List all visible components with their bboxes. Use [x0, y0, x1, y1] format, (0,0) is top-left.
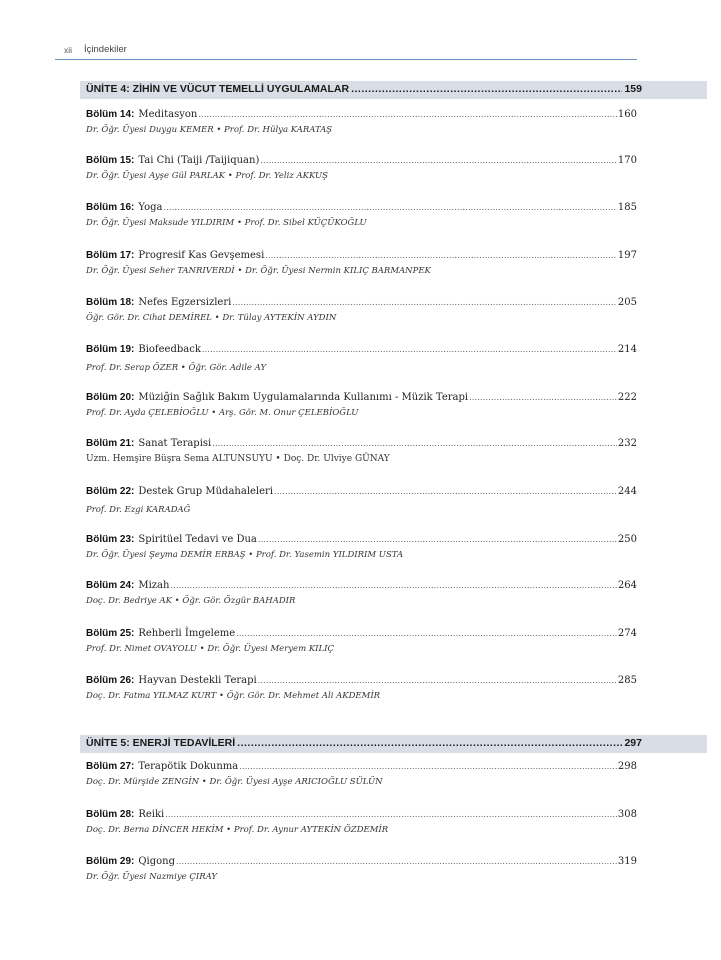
- unit-page: 159: [624, 83, 642, 95]
- chapter-authors: Dr. Öğr. Üyesi Duygu KEMER • Prof. Dr. Hülya KARATAŞ: [86, 125, 333, 135]
- chapter-title: Qigong: [138, 856, 176, 867]
- chapter-label: Bölüm 18:: [86, 297, 135, 308]
- chapter-entry-19[interactable]: [86, 344, 637, 373]
- header-title: İçindekiler: [84, 44, 127, 55]
- dot-leader: [163, 203, 616, 212]
- chapter-label: Bölüm 24:: [86, 580, 135, 591]
- dot-leader: [202, 345, 617, 354]
- dot-leader: [236, 629, 617, 638]
- chapter-title: Tai Chi (Taiji /Taijiquan): [138, 155, 260, 166]
- dot-leader: [237, 737, 622, 749]
- chapter-page: 222: [617, 392, 637, 403]
- chapter-title: Destek Grup Müdahaleleri: [138, 486, 274, 497]
- chapter-page: 319: [617, 856, 637, 867]
- chapter-authors: Dr. Öğr. Üyesi Seher TANRIVERDİ • Dr. Öğr. Üyesi Nermin KILIÇ BARMANPEK: [86, 266, 431, 276]
- chapter-entry-20[interactable]: [86, 392, 637, 418]
- chapter-page: 298: [617, 761, 637, 772]
- chapter-authors: Prof. Dr. Ezgi KARADAĞ: [86, 505, 191, 515]
- chapter-page: 214: [617, 344, 637, 355]
- chapter-title: Müziğin Sağlık Bakım Uygulamalarında Kullanımı - Müzik Terapi: [138, 392, 469, 403]
- dot-leader: [351, 83, 622, 95]
- dot-leader: [258, 535, 617, 544]
- chapter-label: Bölüm 17:: [86, 250, 135, 261]
- chapter-label: Bölüm 28:: [86, 809, 135, 820]
- dot-leader: [469, 393, 617, 402]
- chapter-authors: Dr. Öğr. Üyesi Ayşe Gül PARLAK • Prof. Dr. Yeliz AKKUŞ: [86, 171, 329, 181]
- chapter-label: Bölüm 15:: [86, 155, 135, 166]
- chapter-page: 274: [617, 628, 637, 639]
- dot-leader: [239, 762, 617, 771]
- unit-label: ÜNİTE 4: ZİHİN VE VÜCUT TEMELLİ UYGULAMALAR: [86, 83, 350, 95]
- chapter-authors: Doç. Dr. Bedriye AK • Öğr. Gör. Özgür BAHADIR: [86, 596, 296, 606]
- chapter-label: Bölüm 26:: [86, 675, 135, 686]
- dot-leader: [260, 156, 617, 165]
- chapter-entry-15[interactable]: [86, 155, 637, 181]
- chapter-authors: Doç. Dr. Fatma YILMAZ KURT • Öğr. Gör. Dr. Mehmet Ali AKDEMİR: [86, 691, 381, 701]
- chapter-title: Terapötik Dokunma: [138, 761, 239, 772]
- chapter-label: Bölüm 16:: [86, 202, 135, 213]
- chapter-authors: Öğr. Gör. Dr. Cihat DEMİREL • Dr. Tülay AYTEKİN AYDIN: [86, 313, 337, 323]
- chapter-page: 197: [617, 250, 637, 261]
- chapter-page: 205: [617, 297, 637, 308]
- chapter-label: Bölüm 14:: [86, 109, 135, 120]
- chapter-entry-21[interactable]: [86, 438, 637, 464]
- chapter-page: 308: [617, 809, 637, 820]
- chapter-entry-27[interactable]: [86, 761, 637, 787]
- unit-4-heading[interactable]: [80, 81, 707, 99]
- chapter-page: 250: [617, 534, 637, 545]
- chapter-entry-18[interactable]: [86, 297, 637, 323]
- chapter-title: Hayvan Destekli Terapi: [138, 675, 257, 686]
- chapter-title: Progresif Kas Gevşemesi: [138, 250, 265, 261]
- chapter-authors: Doç. Dr. Berna DİNCER HEKİM • Prof. Dr. Aynur AYTEKİN ÖZDEMİR: [86, 825, 389, 835]
- chapter-title: Mizah: [138, 580, 170, 591]
- unit-5-heading[interactable]: [80, 735, 707, 753]
- dot-leader: [274, 487, 617, 496]
- chapter-page: 244: [617, 486, 637, 497]
- dot-leader: [232, 298, 617, 307]
- chapter-label: Bölüm 22:: [86, 486, 135, 497]
- chapter-page: 285: [617, 675, 637, 686]
- chapter-entry-28[interactable]: [86, 809, 637, 835]
- chapter-page: 264: [617, 580, 637, 591]
- chapter-authors: Prof. Dr. Serap ÖZER • Öğr. Gör. Adile AY: [86, 363, 267, 373]
- chapter-label: Bölüm 25:: [86, 628, 135, 639]
- chapter-authors: Dr. Öğr. Üyesi Şeyma DEMİR ERBAŞ • Prof. Dr. Yasemin YILDIRIM USTA: [86, 550, 404, 560]
- dot-leader: [176, 857, 617, 866]
- chapter-authors: Dr. Öğr. Üyesi Nazmiye ÇIRAY: [86, 872, 218, 882]
- chapter-page: 160: [617, 109, 637, 120]
- chapter-entry-29[interactable]: [86, 856, 637, 882]
- unit-page: 297: [624, 737, 642, 749]
- chapter-page: 170: [617, 155, 637, 166]
- chapter-entry-26[interactable]: [86, 675, 637, 701]
- running-header: [55, 43, 637, 60]
- dot-leader: [198, 110, 617, 119]
- chapter-label: Bölüm 21:: [86, 438, 135, 449]
- chapter-label: Bölüm 23:: [86, 534, 135, 545]
- chapter-title: Rehberli İmgeleme: [138, 628, 236, 639]
- chapter-authors: Dr. Öğr. Üyesi Maksude YILDIRIM • Prof. Dr. Sibel KÜÇÜKOĞLU: [86, 218, 367, 228]
- dot-leader: [170, 581, 616, 590]
- chapter-label: Bölüm 19:: [86, 344, 135, 355]
- dot-leader: [212, 439, 617, 448]
- unit-label: ÜNİTE 5: ENERJİ TEDAVİLERİ: [86, 737, 236, 749]
- chapter-entry-22[interactable]: [86, 486, 637, 515]
- chapter-title: Meditasyon: [138, 109, 198, 120]
- chapter-entry-17[interactable]: [86, 250, 637, 276]
- page-number: xii: [64, 45, 73, 55]
- chapter-title: Yoga: [138, 202, 163, 213]
- chapter-entry-23[interactable]: [86, 534, 637, 560]
- chapter-entry-14[interactable]: [86, 109, 637, 135]
- chapter-authors: Prof. Dr. Nimet OVAYOLU • Dr. Öğr. Üyesi Meryem KILIÇ: [86, 644, 335, 654]
- chapter-title: Spiritüel Tedavi ve Dua: [138, 534, 257, 545]
- chapter-page: 185: [617, 202, 637, 213]
- chapter-title: Nefes Egzersizleri: [138, 297, 232, 308]
- chapter-label: Bölüm 27:: [86, 761, 135, 772]
- chapter-authors: Uzm. Hemşire Büşra Sema ALTUNSUYU • Doç. Dr. Ulviye GÜNAY: [86, 454, 390, 464]
- dot-leader: [265, 251, 617, 260]
- chapter-entry-24[interactable]: [86, 580, 637, 606]
- chapter-title: Sanat Terapisi: [138, 438, 212, 449]
- chapter-entry-16[interactable]: [86, 202, 637, 228]
- chapter-title: Biofeedback: [138, 344, 201, 355]
- chapter-page: 232: [617, 438, 637, 449]
- chapter-title: Reiki: [138, 809, 165, 820]
- chapter-authors: Prof. Dr. Ayda ÇELEBİOĞLU • Arş. Gör. M. Onur ÇELEBİOĞLU: [86, 408, 359, 418]
- chapter-label: Bölüm 29:: [86, 856, 135, 867]
- dot-leader: [258, 676, 617, 685]
- chapter-authors: Doç. Dr. Mürşide ZENGİN • Dr. Öğr. Üyesi Ayşe ARICIOĞLU SÜLÜN: [86, 777, 383, 787]
- dot-leader: [165, 810, 617, 819]
- chapter-entry-25[interactable]: [86, 628, 637, 654]
- chapter-label: Bölüm 20:: [86, 392, 135, 403]
